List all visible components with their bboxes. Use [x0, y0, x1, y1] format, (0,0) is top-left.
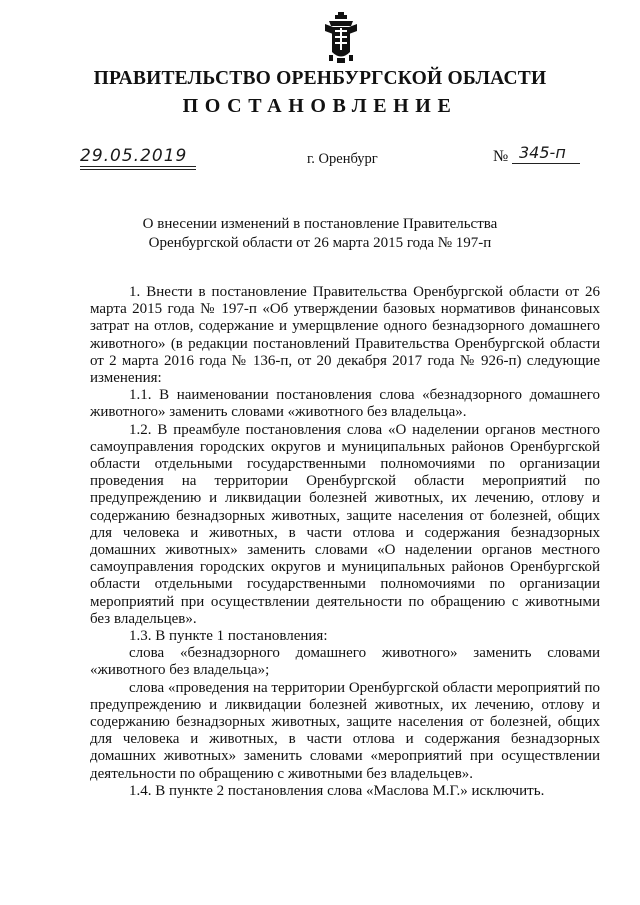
- organization-name: ПРАВИТЕЛЬСТВО ОРЕНБУРГСКОЙ ОБЛАСТИ: [93, 68, 547, 89]
- document-type-title: ПОСТАНОВЛЕНИЕ: [182, 95, 458, 117]
- coat-of-arms-emblem: [323, 12, 359, 64]
- number-underline: [512, 163, 580, 164]
- body-paragraph: 1.2. В преамбуле постановления слова «О наделении органов местного самоуправления городских округов и муниципальных районов Оренбургской области отдельными государственными полномочиями по организации проведения на территории Оренбургской области мероприятий по предупреждению и ликвидации болезней животных, их лечению, отлову и содержанию безнадзорных животных, защите населения от болезней, общих для человека и животных, в части отлова и содержания безнадзорных домашних животных» заменить словами «О наделении органов местного самоуправления городских округов и муниципальных районов Оренбургской области отдельными государственными полномочиями по организации мероприятий при осуществлении деятельности по обращению с животными без владельцев».: [90, 421, 600, 627]
- number-sign: №: [493, 148, 509, 165]
- document-body: [90, 284, 600, 800]
- subject-line: Оренбургской области от 26 марта 2015 года № 197-п: [148, 235, 492, 251]
- body-paragraph: 1.4. В пункте 2 постановления слова «Маслова М.Г.» исключить.: [129, 782, 545, 799]
- subject-line: О внесении изменений в постановление Правительства: [142, 216, 498, 232]
- date-underline: [80, 166, 196, 167]
- body-paragraph: слова «проведения на территории Оренбургской области мероприятий по предупреждению и ликвидации болезней животных, их лечению, отлову и содержанию безнадзорных животных, защите населения от болезней, общих для человека и животных, в части отлова и содержания безнадзорных домашних животных» заменить словами «мероприятий при осуществлении деятельности по обращению с животными без владельцев».: [90, 679, 600, 782]
- date-underline: [80, 169, 196, 170]
- body-paragraph: 1.3. В пункте 1 постановления:: [129, 628, 328, 645]
- body-paragraph: 1.1. В наименовании постановления слова «безнадзорного домашнего животного» заменить словами «животного без владельца».: [90, 387, 600, 421]
- document-number: 345-п: [519, 143, 566, 162]
- document-date: 29.05.2019: [80, 146, 188, 166]
- document-subject: [0, 215, 640, 253]
- body-paragraph: слова «безнадзорного домашнего животного» заменить словами «животного без владельца»;: [90, 645, 600, 679]
- document-city: г. Оренбург: [307, 151, 378, 167]
- body-paragraph: 1. Внести в постановление Правительства Оренбургской области от 26 марта 2015 года № 197-п «Об утверждении базовых нормативов финансовых затрат на отлов, содержание и умерщвление одного безнадзорного домашнего животного» (в редакции постановлений Правительства Оренбургской области от 2 марта 2016 года № 136-п, от 20 декабря 2017 года № 926-п) следующие изменения:: [90, 284, 600, 387]
